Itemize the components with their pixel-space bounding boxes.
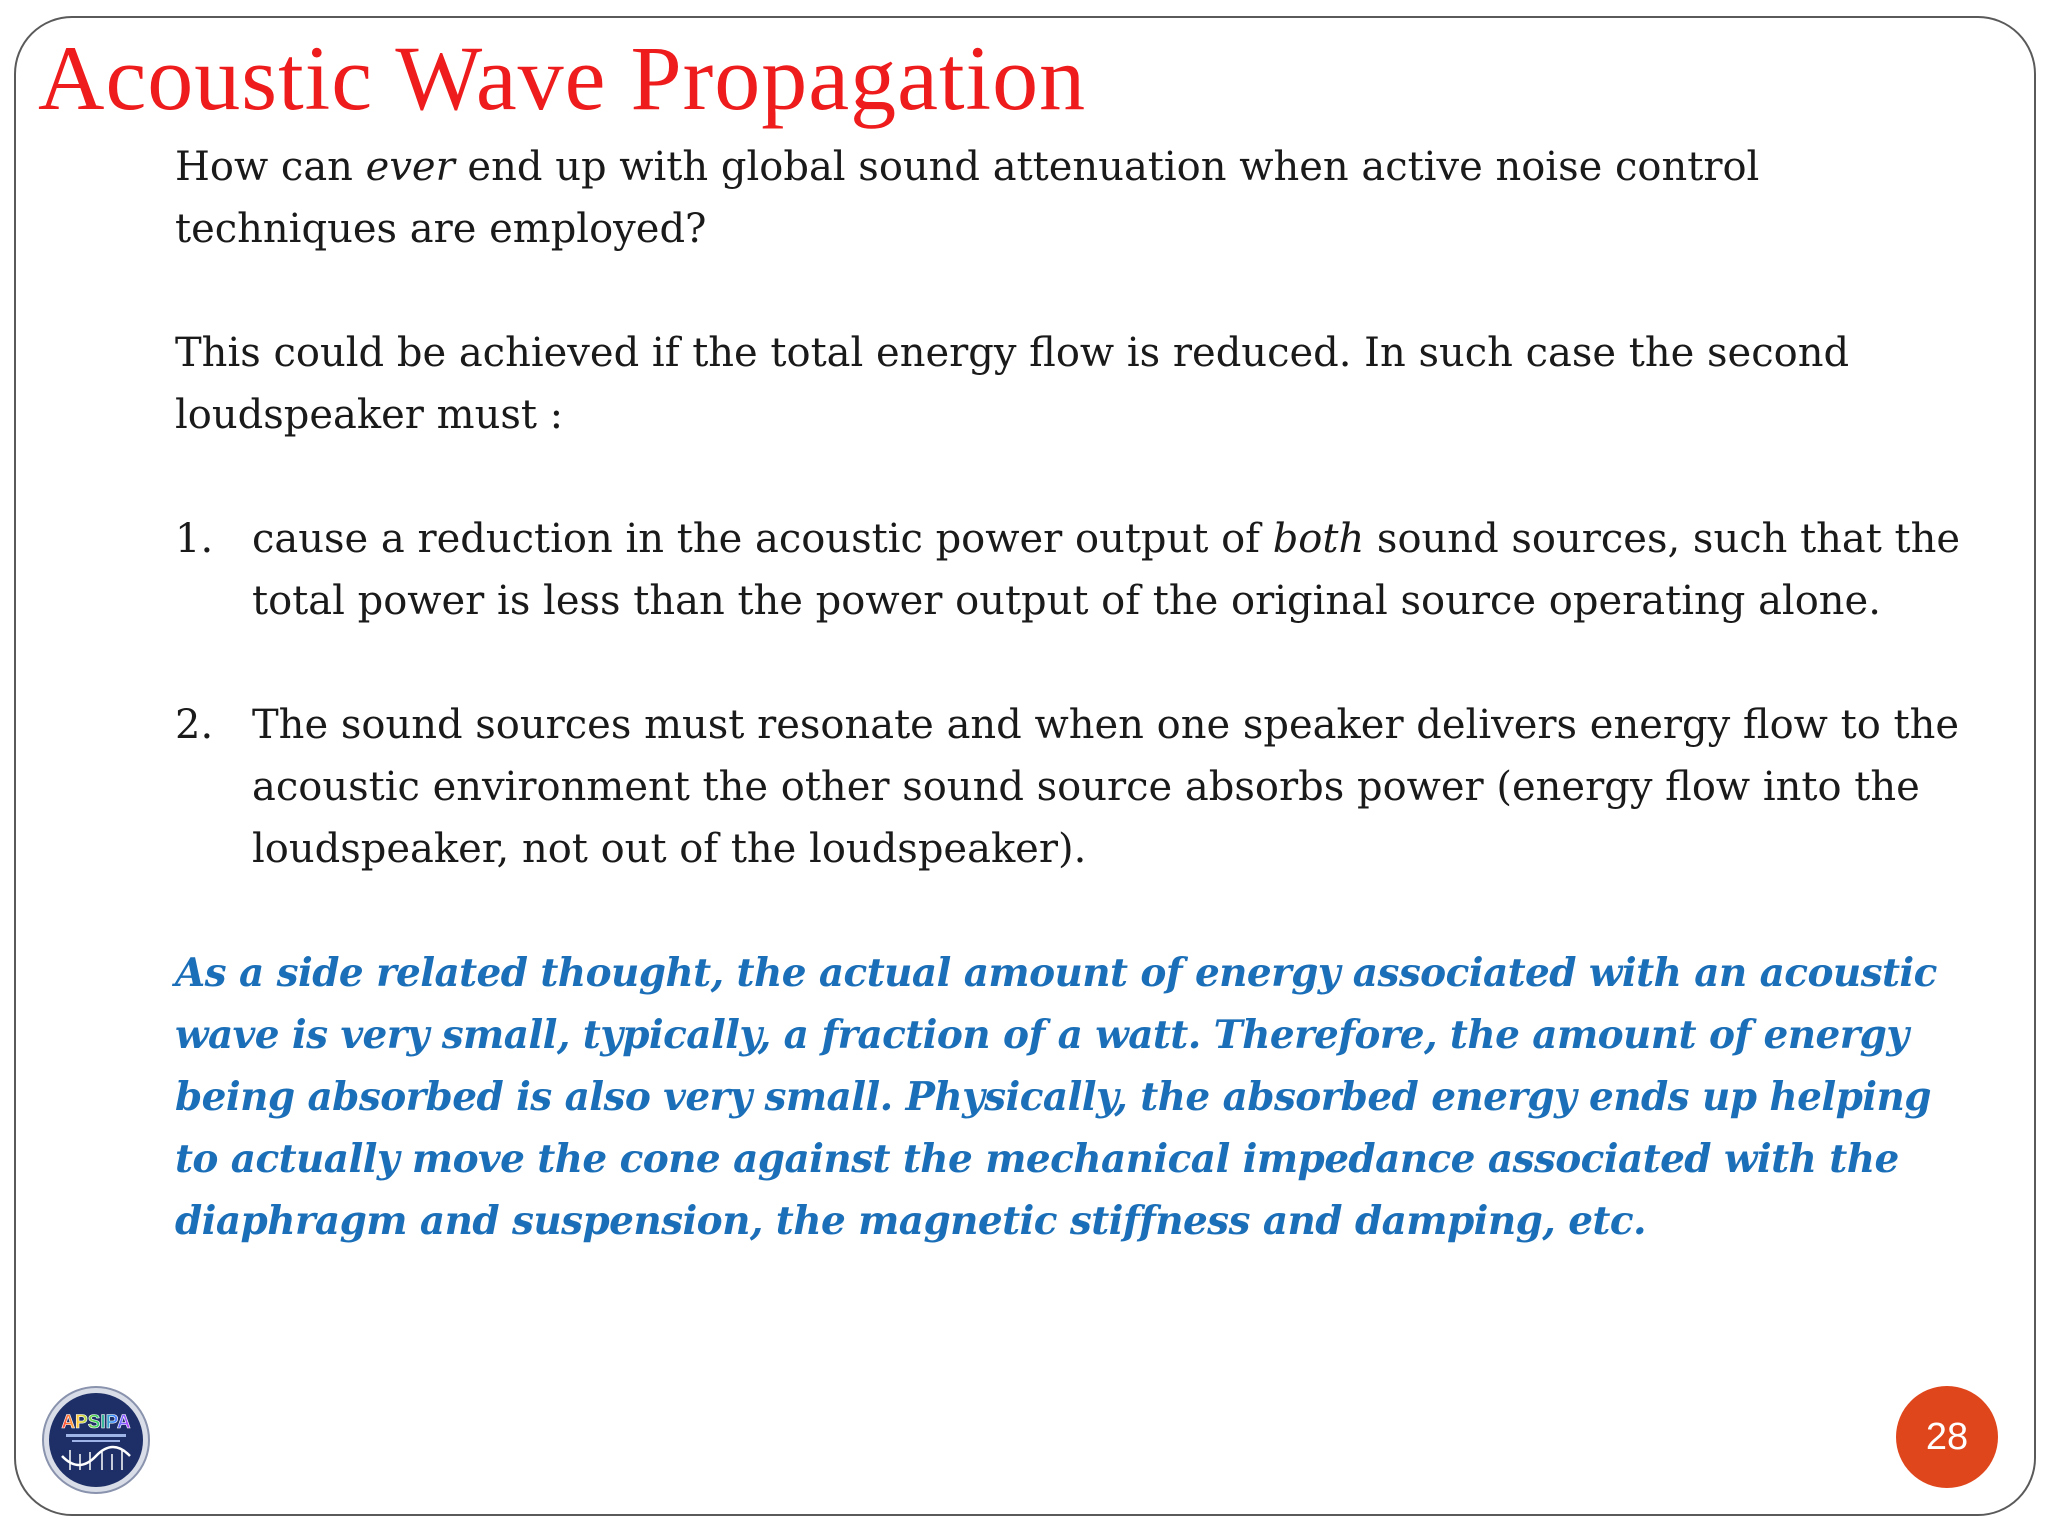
list-item-number: 2.	[175, 702, 214, 748]
side-note: As a side related thought, the actual amount of energy associated with an acoustic wave is very small, typically, a fraction of a watt. Therefore, the amount of energy being absorbed is also very small. Physically, the absorbed energy ends up helping to actually move the cone against the mechanical impedance associated with the diaphragm and suspension, the magnetic stiffness and damping, etc.	[175, 950, 1937, 1244]
apsipa-logo-icon	[40, 1384, 152, 1496]
points-list	[175, 508, 1965, 880]
question-emphasis: ever	[365, 144, 455, 190]
question-text-start: How can	[175, 144, 366, 190]
spacer	[175, 880, 1965, 942]
list-item-text: The sound sources must resonate and when one speaker delivers energy flow to the acoustic environment the other sound source absorbs power (energy flow into the loudspeaker, not out of the loudspeaker).	[252, 702, 1960, 872]
spacer	[175, 446, 1965, 508]
slide-title: Acoustic Wave Propagation	[38, 27, 1087, 129]
question-paragraph	[175, 136, 1965, 260]
question-text-end: end up with global sound attenuation when active noise control techniques are employed?	[175, 144, 1760, 252]
spacer	[175, 260, 1965, 322]
page-number-badge: 28	[1896, 1386, 1998, 1488]
list-item	[175, 694, 1965, 880]
answer-paragraph: This could be achieved if the total energy flow is reduced. In such case the second loudspeaker must :	[175, 330, 1850, 438]
list-item-text-end: sound sources, such that the total power is less than the power output of the original source operating alone.	[252, 516, 1961, 624]
list-item-text-start: cause a reduction in the acoustic power output of	[252, 516, 1273, 562]
list-item-emphasis: both	[1272, 516, 1365, 562]
slide-content	[175, 136, 1965, 1252]
spacer	[175, 632, 1965, 694]
apsipa-logo	[40, 1384, 152, 1496]
list-item	[175, 508, 1965, 632]
list-item-number: 1.	[175, 516, 214, 562]
svg-text:APSIPA: APSIPA	[61, 1412, 131, 1433]
